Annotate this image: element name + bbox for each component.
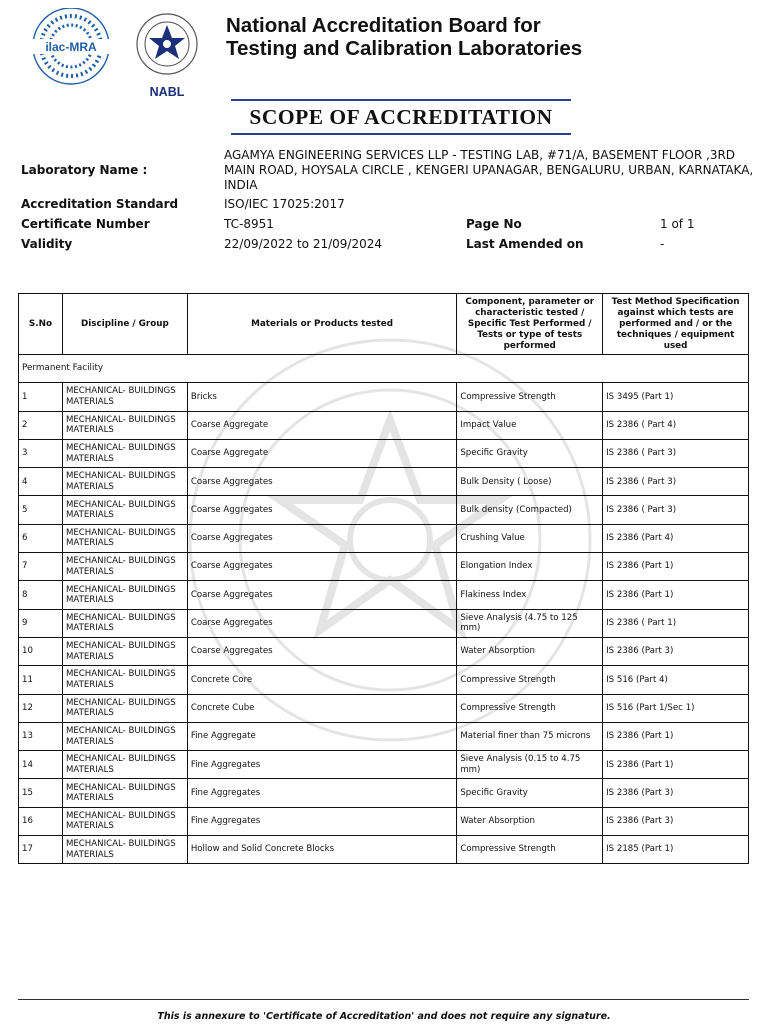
- table-body: [19, 355, 749, 864]
- cell-parameter: Water Absorption: [457, 807, 603, 835]
- table-row: [19, 694, 749, 722]
- cell-method: IS 3495 (Part 1): [603, 383, 749, 411]
- table-row: [19, 807, 749, 835]
- cell-discipline: MECHANICAL- BUILDINGS MATERIALS: [62, 637, 187, 665]
- table-row: [19, 411, 749, 439]
- standard-label: Accreditation Standard: [21, 197, 179, 211]
- cell-parameter: Elongation Index: [457, 553, 603, 581]
- cell-sno: 16: [19, 807, 63, 835]
- cell-sno: 5: [19, 496, 63, 524]
- organization-name-line1: National Accreditation Board for: [226, 14, 541, 37]
- page-value: 1 of 1: [660, 217, 695, 231]
- cell-discipline: MECHANICAL- BUILDINGS MATERIALS: [62, 807, 187, 835]
- cell-discipline: MECHANICAL- BUILDINGS MATERIALS: [62, 722, 187, 750]
- cell-method: IS 2386 (Part 3): [603, 779, 749, 807]
- footer-note: This is annexure to 'Certificate of Accreditation' and does not require any signature.: [157, 1011, 611, 1022]
- ilac-logo-text: ilac-MRA: [45, 40, 97, 54]
- table-row: [19, 836, 749, 864]
- table-row: [19, 383, 749, 411]
- scope-title-block: [231, 99, 571, 135]
- cell-discipline: MECHANICAL- BUILDINGS MATERIALS: [62, 694, 187, 722]
- certificate-value: TC-8951: [224, 217, 274, 231]
- cell-discipline: MECHANICAL- BUILDINGS MATERIALS: [62, 383, 187, 411]
- lab-name-label: Laboratory Name :: [21, 163, 148, 177]
- cell-discipline: MECHANICAL- BUILDINGS MATERIALS: [62, 666, 187, 694]
- cell-material: Coarse Aggregates: [187, 524, 457, 552]
- cell-parameter: Compressive Strength: [457, 694, 603, 722]
- cell-method: IS 2386 (Part 3): [603, 637, 749, 665]
- cell-sno: 7: [19, 553, 63, 581]
- facility-label: Permanent Facility: [19, 355, 749, 383]
- cell-method: IS 2386 (Part 1): [603, 553, 749, 581]
- header-materials: Materials or Products tested: [187, 294, 457, 355]
- cell-material: Bricks: [187, 383, 457, 411]
- cell-discipline: MECHANICAL- BUILDINGS MATERIALS: [62, 779, 187, 807]
- cell-method: IS 2386 ( Part 3): [603, 439, 749, 467]
- cell-discipline: MECHANICAL- BUILDINGS MATERIALS: [62, 468, 187, 496]
- cell-sno: 17: [19, 836, 63, 864]
- cell-discipline: MECHANICAL- BUILDINGS MATERIALS: [62, 836, 187, 864]
- cell-parameter: Material finer than 75 microns: [457, 722, 603, 750]
- cell-parameter: Compressive Strength: [457, 383, 603, 411]
- table-row: [19, 581, 749, 609]
- cell-material: Coarse Aggregates: [187, 468, 457, 496]
- cell-discipline: MECHANICAL- BUILDINGS MATERIALS: [62, 553, 187, 581]
- scope-title: SCOPE OF ACCREDITATION: [249, 105, 553, 129]
- cell-parameter: Specific Gravity: [457, 439, 603, 467]
- table-row: [19, 439, 749, 467]
- cell-sno: 12: [19, 694, 63, 722]
- cell-discipline: MECHANICAL- BUILDINGS MATERIALS: [62, 609, 187, 637]
- cell-material: Fine Aggregate: [187, 722, 457, 750]
- cell-parameter: Bulk Density ( Loose): [457, 468, 603, 496]
- cell-material: Concrete Core: [187, 666, 457, 694]
- cell-parameter: Impact Value: [457, 411, 603, 439]
- table-row: [19, 666, 749, 694]
- cell-parameter: Compressive Strength: [457, 836, 603, 864]
- cell-material: Coarse Aggregates: [187, 553, 457, 581]
- cell-sno: 1: [19, 383, 63, 411]
- cell-method: IS 2386 ( Part 3): [603, 496, 749, 524]
- amended-label: Last Amended on: [466, 237, 584, 251]
- cell-parameter: Crushing Value: [457, 524, 603, 552]
- table-header-row: [19, 294, 749, 355]
- table-row: [19, 553, 749, 581]
- header-method: Test Method Specification against which tests are performed and / or the techniques / equipment used: [603, 294, 749, 355]
- lab-name-line3: INDIA: [224, 178, 258, 192]
- cell-sno: 9: [19, 609, 63, 637]
- lab-name-value: [224, 148, 753, 193]
- cell-material: Fine Aggregates: [187, 751, 457, 779]
- ilac-mra-logo: [32, 8, 110, 84]
- page-label: Page No: [466, 217, 522, 231]
- cell-material: Coarse Aggregate: [187, 439, 457, 467]
- standard-value: ISO/IEC 17025:2017: [224, 197, 345, 211]
- cell-material: Fine Aggregates: [187, 779, 457, 807]
- header-parameter: Component, parameter or characteristic tested / Specific Test Performed / Tests or type of tests performed: [457, 294, 603, 355]
- table-row: [19, 609, 749, 637]
- cell-material: Hollow and Solid Concrete Blocks: [187, 836, 457, 864]
- cell-method: IS 2386 (Part 3): [603, 807, 749, 835]
- cell-method: IS 2386 (Part 1): [603, 751, 749, 779]
- table-row: [19, 468, 749, 496]
- cell-material: Coarse Aggregates: [187, 637, 457, 665]
- lab-name-line2: MAIN ROAD, HOYSALA CIRCLE , KENGERI UPANAGAR, BENGALURU, URBAN, KARNATAKA,: [224, 163, 754, 177]
- cell-sno: 13: [19, 722, 63, 750]
- cell-sno: 11: [19, 666, 63, 694]
- table-row: [19, 751, 749, 779]
- organization-name-line2: Testing and Calibration Laboratories: [226, 37, 583, 60]
- cell-material: Coarse Aggregates: [187, 496, 457, 524]
- cell-method: IS 2386 ( Part 3): [603, 468, 749, 496]
- cell-method: IS 2185 (Part 1): [603, 836, 749, 864]
- table-row: [19, 524, 749, 552]
- cell-method: IS 2386 ( Part 1): [603, 609, 749, 637]
- cell-sno: 15: [19, 779, 63, 807]
- cell-method: IS 2386 ( Part 4): [603, 411, 749, 439]
- cell-material: Coarse Aggregate: [187, 411, 457, 439]
- cell-parameter: Flakiness Index: [457, 581, 603, 609]
- cell-material: Concrete Cube: [187, 694, 457, 722]
- cell-sno: 2: [19, 411, 63, 439]
- cell-parameter: Specific Gravity: [457, 779, 603, 807]
- lab-name-line1: AGAMYA ENGINEERING SERVICES LLP - TESTING LAB, #71/A, BASEMENT FLOOR ,3RD: [224, 148, 736, 162]
- cell-parameter: Sieve Analysis (4.75 to 125 mm): [457, 609, 603, 637]
- table-row: [19, 722, 749, 750]
- cell-sno: 8: [19, 581, 63, 609]
- cell-discipline: MECHANICAL- BUILDINGS MATERIALS: [62, 496, 187, 524]
- footer-divider: [18, 999, 749, 1000]
- amended-value: -: [660, 237, 665, 251]
- cell-method: IS 2386 (Part 1): [603, 581, 749, 609]
- scope-title-rule-bottom: [231, 133, 571, 135]
- cell-discipline: MECHANICAL- BUILDINGS MATERIALS: [62, 581, 187, 609]
- cell-method: IS 2386 (Part 4): [603, 524, 749, 552]
- cell-discipline: MECHANICAL- BUILDINGS MATERIALS: [62, 751, 187, 779]
- cell-sno: 3: [19, 439, 63, 467]
- cell-method: IS 516 (Part 4): [603, 666, 749, 694]
- scope-table: [18, 293, 749, 864]
- cell-material: Fine Aggregates: [187, 807, 457, 835]
- facility-row: [19, 355, 749, 383]
- cell-sno: 10: [19, 637, 63, 665]
- cell-parameter: Compressive Strength: [457, 666, 603, 694]
- cell-sno: 14: [19, 751, 63, 779]
- header-sno: S.No: [19, 294, 63, 355]
- table-row: [19, 779, 749, 807]
- table-row: [19, 496, 749, 524]
- nabl-logo: [137, 14, 197, 99]
- validity-label: Validity: [21, 237, 73, 251]
- cell-parameter: Sieve Analysis (0.15 to 4.75 mm): [457, 751, 603, 779]
- header-discipline: Discipline / Group: [62, 294, 187, 355]
- table-row: [19, 637, 749, 665]
- cell-material: Coarse Aggregates: [187, 609, 457, 637]
- cell-material: Coarse Aggregates: [187, 581, 457, 609]
- cell-sno: 6: [19, 524, 63, 552]
- nabl-logo-text: NABL: [149, 85, 185, 99]
- cell-method: IS 516 (Part 1/Sec 1): [603, 694, 749, 722]
- cell-discipline: MECHANICAL- BUILDINGS MATERIALS: [62, 524, 187, 552]
- cell-parameter: Bulk density (Compacted): [457, 496, 603, 524]
- cell-sno: 4: [19, 468, 63, 496]
- organization-name: [226, 14, 582, 60]
- cell-discipline: MECHANICAL- BUILDINGS MATERIALS: [62, 439, 187, 467]
- validity-value: 22/09/2022 to 21/09/2024: [224, 237, 383, 251]
- header-logos: [30, 8, 200, 100]
- cell-discipline: MECHANICAL- BUILDINGS MATERIALS: [62, 411, 187, 439]
- cell-method: IS 2386 (Part 1): [603, 722, 749, 750]
- certificate-label: Certificate Number: [21, 217, 150, 231]
- cell-parameter: Water Absorption: [457, 637, 603, 665]
